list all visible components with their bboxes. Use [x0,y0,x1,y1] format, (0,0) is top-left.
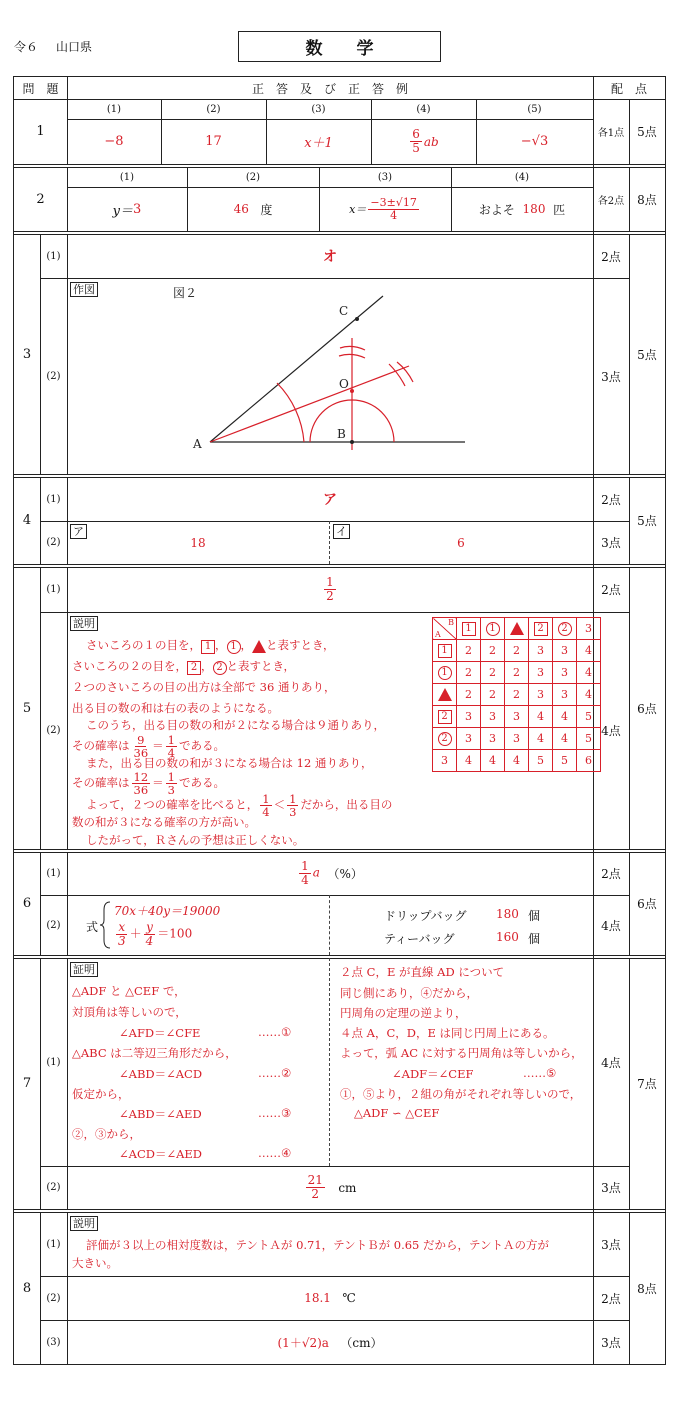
q5-line-11: したがって，Ｒさんの予想は正しくない。 [86,833,305,847]
q7-right-6: ∠ADF＝∠CEF [392,1067,474,1081]
q3-number: 3 [22,346,32,362]
q7-sub2-label: (2) [46,1182,61,1193]
q5-answer-1: $\frac{1}{2}$ [326,575,334,603]
q8-text-2: 大きい。 [72,1256,118,1270]
sum-cell: 3 [553,640,577,662]
sum-cell: 3 [529,684,553,706]
sum-cell: 3 [553,662,577,684]
q7-left-9: ∠ACD＝∠AED [119,1147,203,1161]
sum-cell: 6 [577,750,601,772]
q1-number: 1 [36,124,45,139]
q7-right-8: △ADF ∽ △CEF [354,1106,440,1120]
head-a-6: 3 [433,750,457,772]
sum-cell: 4 [529,706,553,728]
q2-sub2-label: (2) [245,171,261,183]
head-b-5: 2 [553,618,577,640]
q4-answer-a: 18 [190,535,206,550]
q8-sub1-label: (1) [46,1238,61,1250]
head-b-2: 1 [481,618,505,640]
q4-sub2-label: (2) [46,537,61,548]
head-a-5: 2 [433,728,457,750]
q7-proof-tag: 証明 [70,962,98,977]
sum-cell: 4 [553,706,577,728]
q7-points-2: 3点 [601,1181,621,1195]
q1-answer-1: −8 [104,134,124,149]
q6-points-1: 2点 [601,867,621,881]
q7-right-7: ①，⑤より，２組の角がそれぞれ等しいので， [340,1087,582,1101]
sum-cell: 3 [505,706,529,728]
q5-line-3: ２つのさいころの目の出方は全部で 36 通りあり， [72,680,336,694]
head-a-2: 1 [433,662,457,684]
q7-left-2: 対頂角は等しいので， [72,1005,187,1019]
q6-equation-1: 70x＋40y＝19000 [114,904,221,918]
q7-points-1: 4点 [601,1055,621,1070]
q6-number: 6 [22,896,32,911]
q7-total-points: 7点 [637,1077,657,1091]
sum-cell: 2 [481,684,505,706]
q8-explanation-tag: 説明 [70,1216,98,1231]
q6-tea-unit: 個 [528,932,541,946]
q1-answer-4: $\frac{6}{5}$ ab [412,127,439,155]
q6-drip-value: 180 [496,907,519,921]
q4-answer-i: 6 [457,535,465,550]
arc-mark-4 [397,362,413,382]
q7-right-1: ２点 C，E が直線 AD について [340,965,505,979]
q8-points-3: 3点 [601,1335,621,1350]
sum-table-corner: A B [433,618,457,640]
q8-sub2-label: (2) [46,1292,61,1304]
q8-points-1: 3点 [601,1237,621,1252]
q3-answer-1: オ [323,249,337,265]
q7-right-2: 同じ側にあり，④だから， [340,986,478,1000]
q4-number: 4 [22,513,32,528]
q7-left-7-ref: ……③ [258,1106,292,1120]
sum-cell: 2 [457,662,481,684]
sum-cell: 3 [481,706,505,728]
label-a: A [193,437,202,451]
sum-cell: 5 [553,750,577,772]
q2-total-points: 8点 [637,192,657,207]
q7-right-4: ４点 A，C，D，E は同じ円周上にある。 [340,1026,555,1040]
q7-sub1-label: (1) [46,1056,61,1068]
q6-sub1-label: (1) [46,868,61,879]
head-b-3 [505,618,529,640]
sum-cell: 2 [505,662,529,684]
q6-shiki-label: 式 [86,920,99,934]
q4-answer-1: ア [323,492,337,508]
sum-cell: 4 [577,640,601,662]
q6-drip-unit: 個 [528,909,541,923]
sum-cell: 4 [529,728,553,750]
head-a-3 [433,684,457,706]
q5-points-1: 2点 [601,583,621,597]
label-c: C [339,304,349,318]
sum-cell: 5 [577,728,601,750]
face-ci1-icon: 1 [227,640,241,654]
q1-sub1-label: (1) [106,103,122,115]
q5-points-2: 4点 [601,724,621,738]
q6-sub2-label: (2) [46,919,61,931]
sum-cell: 3 [553,684,577,706]
column-head-points: 配 点 [610,81,647,96]
q6-points-2: 4点 [601,918,621,933]
head-b-4: 2 [529,618,553,640]
point-b [350,440,354,444]
q5-line-9: よって，２つの確率を比べると， $\frac{1}{4}$ ＜ $\frac{1}{3}$ だから，出る目の [86,792,393,820]
q1-sub5-label: (5) [527,103,542,115]
q7-left-5-ref: ……② [258,1066,292,1080]
face-ci2-icon: 2 [213,661,227,675]
sum-cell: 4 [553,728,577,750]
q2-sub4-label: (4) [514,171,530,183]
q3-figure-label: 図２ [173,286,198,300]
column-head-question: 問 題 [22,81,59,96]
q7-number: 7 [22,1076,32,1091]
q5-line-1: さいころの１の目を， 1 ， 1 ， と表すとき， [86,638,335,652]
q1-total-points: 5点 [637,125,657,139]
q6-drip-label: ドリップバッグ [384,909,467,923]
angle-bisector [210,366,409,442]
q4-points-1: 2点 [601,492,621,507]
sum-cell: 2 [481,640,505,662]
page-title: 数 学 [238,31,441,62]
sum-cell: 3 [529,662,553,684]
q4-tag-a: ア [70,524,87,539]
q7-right-6-ref: ……⑤ [523,1066,557,1080]
q2-number: 2 [36,191,45,207]
q4-sub1-label: (1) [46,493,61,505]
face-sq2-icon: 2 [187,661,201,675]
sum-cell: 3 [529,640,553,662]
q7-answer-2: $\frac{21}{2}$ cm [307,1173,357,1201]
q4-tag-i: イ [333,524,350,539]
q8-answer-3: (1＋√2)a （cm） [277,1335,383,1350]
q7-left-9-ref: ……④ [258,1146,292,1160]
sum-cell: 5 [529,750,553,772]
q5-line-6: その確率は $\frac{9}{36}$ ＝ $\frac{1}{4}$ である。 [72,733,225,761]
q3-construction-tag: 作図 [70,282,98,297]
head-a-1: 1 [433,640,457,662]
sum-cell: 2 [481,662,505,684]
q1-answer-2: 17 [205,134,222,149]
label-b: B [337,427,346,441]
header-year: 令６ [14,40,39,54]
sum-cell: 2 [457,684,481,706]
q7-left-5: ∠ABD＝∠ACD [119,1067,203,1081]
q3-sub1-label: (1) [46,250,61,262]
q1-sub4-label: (4) [416,103,431,115]
q2-answer-2: 46 度 [233,202,273,217]
q3-points-2: 3点 [601,369,621,384]
q3-sub2-label: (2) [46,370,61,382]
q7-left-3: ∠AFD＝∠CFE [119,1026,201,1040]
q8-answer-2: 18.1 ℃ [304,1291,356,1305]
q2-sub3-label: (3) [377,171,393,183]
head-b-1: 1 [457,618,481,640]
q5-line-2: さいころの２の目を， 2 ， 2 と表すとき， [72,659,296,673]
sum-cell: 5 [577,706,601,728]
header-prefecture: 山口県 [56,40,93,54]
sum-cell: 2 [505,684,529,706]
q5-line-8: その確率は $\frac{12}{36}$ ＝ $\frac{1}{3}$ である。 [72,770,225,798]
q7-left-7: ∠ABD＝∠AED [119,1107,202,1121]
q5-total-points: 6点 [637,701,657,716]
sum-cell: 4 [481,750,505,772]
head-a-4: 2 [433,706,457,728]
sum-cell: 3 [481,728,505,750]
q6-total-points: 6点 [637,897,657,911]
q2-each-points: 各2点 [597,195,625,207]
q7-right-5: よって，弧 AC に対する円周角は等しいから， [340,1046,583,1060]
q6-tea-value: 160 [496,930,519,944]
q1-answer-3: x＋1 [304,136,333,151]
q5-sum-table [432,617,601,772]
column-head-answer: 正 答 及 び 正 答 例 [251,81,408,96]
q3-points-1: 2点 [601,249,621,264]
q2-sub1-label: (1) [119,171,135,183]
brace-icon [100,900,112,950]
face-sq1-icon: 1 [201,640,215,654]
sum-cell: 4 [577,684,601,706]
q5-sub1-label: (1) [46,584,61,595]
q8-text-1: 評価が３以上の相対度数は，テントＡが 0.71，テントＢが 0.65 だから，テントＡの方が [86,1238,549,1252]
bisector-arc [277,383,304,442]
q5-explanation-tag: 説明 [70,616,98,631]
face-tri1-icon [252,640,266,653]
q5-line-10: 数の和が３になる確率の方が高い。 [72,815,256,829]
q2-answer-4: およそ 180 匹 [478,202,566,217]
q4-total-points: 5点 [637,514,657,528]
q5-line-5: このうち，出る目の数の和が２になる場合は９通りあり， [86,718,385,732]
q5-line-7: また，出る目の数の和が３になる場合は 12 通りあり， [86,756,373,770]
q7-left-3-ref: ……① [258,1025,292,1039]
q7-left-8: ②，③から， [72,1127,141,1141]
q8-number: 8 [22,1280,32,1296]
q5-number: 5 [22,700,32,716]
q5-sub2-label: (2) [46,725,61,736]
q8-sub3-label: (3) [46,1336,61,1348]
q6-equation-2: $\frac{x}{3}$ ＋ $\frac{y}{4}$ ＝100 [118,920,193,948]
sum-cell: 3 [505,728,529,750]
q7-left-1: △ADF と △CEF で， [72,984,186,998]
sum-cell: 4 [505,750,529,772]
q1-sub2-label: (2) [206,103,221,115]
q2-answer-1: y＝ 3 [112,201,142,219]
label-o: O [339,377,349,391]
q8-total-points: 8点 [637,1281,657,1296]
q2-answer-3: x＝ $\frac{-3\pm√17}{4}$ [349,195,417,222]
sum-cell: 3 [457,706,481,728]
q1-sub3-label: (3) [311,103,326,115]
sum-cell: 2 [505,640,529,662]
sum-cell: 3 [457,728,481,750]
point-c [355,317,359,321]
q3-construction-figure [67,278,593,474]
sum-cell: 4 [457,750,481,772]
q7-left-6: 仮定から， [72,1087,130,1101]
q8-points-2: 2点 [601,1291,621,1306]
q1-answer-5: −√3 [520,134,549,149]
q7-left-4: △ABC は二等辺三角形だから， [72,1046,237,1060]
q5-line-4: 出る目の数の和は右の表のようになる。 [72,701,279,715]
q1-each-points: 各1点 [597,128,625,139]
head-b-6: 3 [577,618,601,640]
sum-cell: 2 [457,640,481,662]
q3-total-points: 5点 [637,347,657,362]
q6-answer-1: $\frac{1}{4}$ a （%） [301,859,363,887]
q4-points-2: 3点 [601,536,621,550]
q7-right-3: 円周角の定理の逆より， [340,1006,467,1020]
sum-cell: 4 [577,662,601,684]
point-o [350,389,354,393]
q6-tea-label: ティーバッグ [384,932,455,946]
